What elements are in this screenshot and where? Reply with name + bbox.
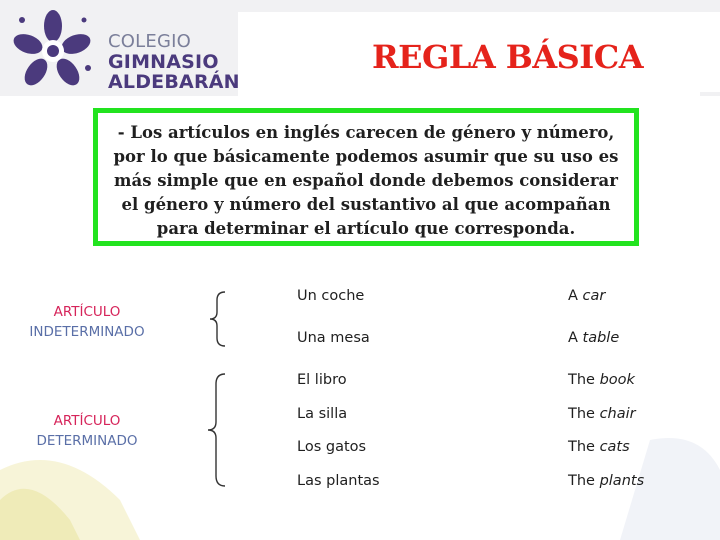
spanish-noun: gatos (321, 439, 367, 455)
spanish-article: Un (297, 288, 317, 304)
school-logo (8, 6, 248, 96)
spanish-phrase (297, 473, 380, 489)
logo-line-1: COLEGIO (108, 31, 191, 52)
english-article: A (568, 288, 578, 304)
spanish-phrase (297, 406, 347, 422)
rule-box (93, 108, 639, 246)
english-noun: plants (594, 473, 645, 489)
english-noun: car (577, 288, 606, 304)
spanish-noun: coche (316, 288, 365, 304)
rule-text: - Los artículos en inglés carecen de género y número, por lo que básicamente podemos asumir que su uso es más simple que en español donde debemos considerar el género y número del sustantivo al que acompañan para determinar el artículo que corresponda. (113, 123, 619, 238)
brace-definite-icon (203, 372, 229, 488)
english-noun: book (594, 372, 635, 388)
spanish-phrase (297, 330, 370, 346)
english-phrase (568, 330, 619, 346)
english-article: The (568, 473, 595, 489)
spanish-article: La (297, 406, 314, 422)
spanish-noun: libro (310, 372, 347, 388)
logo-line-3: ALDEBARÁN (108, 71, 240, 93)
logo-text (108, 32, 240, 92)
label-definite-line-1: ARTÍCULO (53, 413, 121, 429)
english-article: A (568, 330, 578, 346)
spanish-article: Una (297, 330, 326, 346)
label-definite-line-2: DETERMINADO (36, 433, 138, 449)
label-indefinite-line-1: ARTÍCULO (53, 304, 121, 320)
spanish-article: Las (297, 473, 322, 489)
spanish-article: El (297, 372, 311, 388)
spanish-noun: mesa (325, 330, 370, 346)
english-phrase (568, 473, 644, 489)
english-phrase (568, 288, 605, 304)
english-article: The (568, 406, 595, 422)
slide-title: REGLA BÁSICA (372, 38, 644, 76)
spanish-noun: plantas (321, 473, 380, 489)
english-noun: cats (594, 439, 630, 455)
english-article: The (568, 439, 595, 455)
label-indefinite-line-2: INDETERMINADO (29, 324, 145, 340)
english-noun: table (577, 330, 620, 346)
english-noun: chair (594, 406, 636, 422)
spanish-article: Los (297, 439, 322, 455)
label-definite-article (22, 411, 152, 451)
flower-logo-icon (8, 6, 98, 96)
brace-indefinite-icon (205, 290, 229, 348)
english-phrase (568, 372, 635, 388)
logo-line-2: GIMNASIO (108, 51, 219, 73)
spanish-noun: silla (313, 406, 348, 422)
spanish-phrase (297, 439, 366, 455)
spanish-phrase (297, 372, 347, 388)
english-article: The (568, 372, 595, 388)
english-phrase (568, 406, 636, 422)
label-indefinite-article (22, 302, 152, 342)
spanish-phrase (297, 288, 364, 304)
english-phrase (568, 439, 630, 455)
